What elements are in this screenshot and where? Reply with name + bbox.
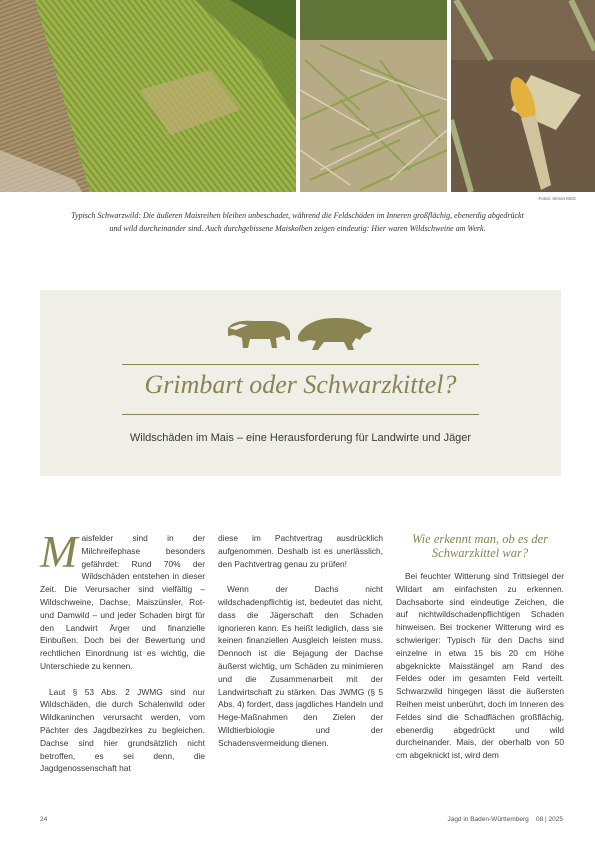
- badger-icon: [228, 321, 290, 348]
- photo-strip: [0, 0, 595, 192]
- animals-illustration: [226, 310, 376, 354]
- body-column-1: [40, 527, 205, 788]
- paragraph: Wenn der Dachs nicht wildschadenpflichtig ist, bedeutet das nicht, dass die Jägerschaft den Schaden ignorieren kann. Es heißt lediglich, dass sie keinen finanziellen Ausgleich leisten muss. Dennoch ist die Bejagung der Dachse äußerst wichtig, um Schäden zu minimieren und die Zusammenarbeit mit der Landwirtschaft zu stärken. Das JWMG (§ 5 Abs. 4) fordert, dass jagdliches Handeln und Hege-Maßnahmen den Zielen der Wildtierbiologie und der Schadensvermeidung dienen.: [218, 584, 383, 748]
- issue-number: 08 | 2025: [536, 816, 563, 823]
- article-title: Grimbart oder Schwarzkittel?: [144, 370, 457, 399]
- title-rule-bottom: [122, 414, 479, 415]
- footer-publication: [447, 816, 563, 823]
- caption-line-2: und wild durcheinander sind. Auch durchgebissene Maiskolben zeigen eindeutig: Hier waren Wildschweine am Werk.: [109, 224, 486, 233]
- drop-cap: M: [40, 527, 78, 577]
- paragraph-text: aisfelder sind in der Milchreifephase besonders gefährdet: Rund 70% der Wildschäden entstehen in dieser Zeit. Die Verursacher sind vielfältig – Wildschweine, Dachse, Maiszünsler, Rot- und Damwild – und jeder Schaden birgt für den Landwirt Ärger und finanzielle Einbußen. Doch bei der Bewertung und rechtlichen Einordnung ist es wichtig, die Unterschiede zu kennen.: [40, 533, 205, 671]
- flattened-maize-photo: [300, 0, 447, 192]
- wild-boar-icon: [298, 318, 372, 350]
- caption-line-1: Typisch Schwarzwild: Die äußeren Maisreihen bleiben unbeschadet, während die Feldschäden im Inneren großflächig, ebenerdig abgedrückt: [71, 211, 524, 220]
- page-number: 24: [40, 816, 48, 823]
- maize-cob-photo: [451, 0, 595, 192]
- body-column-2: [218, 532, 383, 762]
- photo-caption: [30, 209, 565, 235]
- title-rule-top: [122, 364, 479, 365]
- body-column-3: [396, 532, 564, 775]
- article-subtitle: Wildschäden im Mais – eine Herausforderung für Landwirte und Jäger: [129, 432, 472, 444]
- aerial-field-photo: [0, 0, 296, 192]
- magazine-name: Jagd in Baden-Württemberg: [447, 816, 529, 823]
- photo-credit: Fotos: Simon Metz: [538, 196, 576, 201]
- section-heading: Wie erkennt man, ob es der Schwarzkittel war?: [411, 532, 549, 560]
- paragraph: Laut § 53 Abs. 2 JWMG sind nur Wildschäden, die durch Schalenwild oder Wildkaninchen verursacht werden, vom Pächter des Jagdbezirkes zu begleichen. Dachse sind hier grundsätzlich nicht betroffen, es sei denn, die Jagdgenossenschaft hat: [40, 686, 205, 774]
- paragraph: Bei feuchter Witterung sind Trittsiegel der Wildart am einfachsten zu erkennen. Dachsaborte sind eindeutige Zeichen, die auf nichtwildschadenpflichtigen Schaden hinweisen. Bei trockener Witterung wird es schwieriger: Typisch für den Dachs sind einzelne in etwa 15 bis 20 cm Höhe abgeknickte Maisstängel am Rand des Feldes oder im gesamten Feld verteilt. Schwarzwild hingegen lässt die äußersten Reihen meist unberührt, doch im Inneren des Feldes sind die Schadflächen großflächig, ebenerdig abgedrückt und wild durcheinander. Mais, der oberhalb von 50 cm abgeknickt ist, wird dem: [396, 571, 564, 761]
- paragraph: diese im Pachtvertrag ausdrücklich aufgenommen. Deshalb ist es unerlässlich, den Pachtvertrag genau zu prüfen!: [218, 533, 383, 569]
- paragraph: [40, 527, 205, 673]
- title-box: [40, 290, 561, 476]
